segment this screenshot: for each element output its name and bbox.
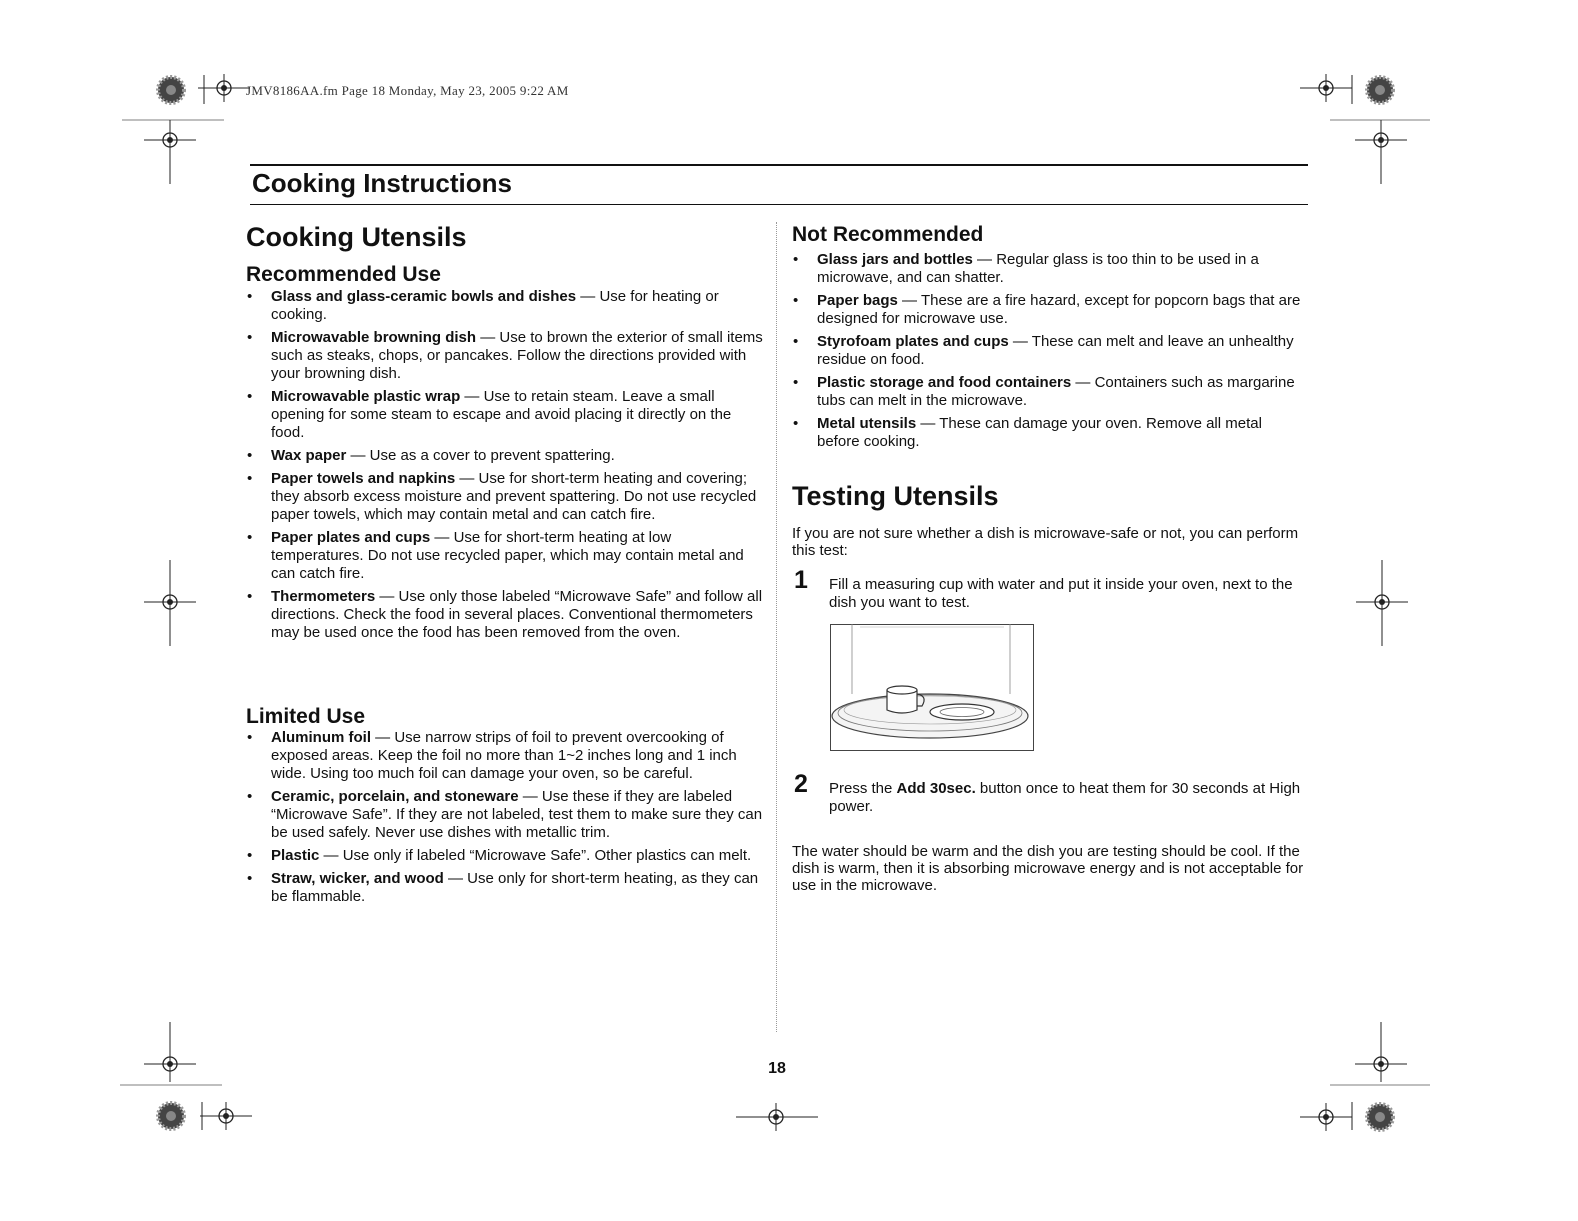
list-item: • Paper plates and cups — Use for short-term heating at low temperatures. Do not use recycled paper, which may contain metal and can catch fire. [246, 529, 766, 583]
step-text: Press the Add 30sec. button once to heat them for 30 seconds at High power. [829, 780, 1301, 815]
limited-use-list [246, 729, 768, 911]
list-item: • Microwavable plastic wrap — Use to retain steam. Leave a small opening for some steam to escape and avoid placing it directly on the food. [246, 388, 766, 442]
list-item: • Paper bags — These are a fire hazard, except for popcorn bags that are designed for microwave use. [792, 292, 1304, 328]
list-item: • Thermometers — Use only those labeled “Microwave Safe” and follow all directions. Check the food in several places. Conventional thermometers may be used once the food has been removed from the oven. [246, 588, 766, 642]
limited-use-heading: Limited Use [246, 705, 366, 728]
list-item: • Plastic — Use only if labeled “Microwave Safe”. Other plastics can melt. [246, 847, 768, 865]
list-item: • Straw, wicker, and wood — Use only for short-term heating, as they can be flammable. [246, 870, 768, 906]
list-item: • Plastic storage and food containers — Containers such as margarine tubs can melt in the microwave. [792, 374, 1304, 410]
page-number: 18 [768, 1060, 786, 1077]
column-divider [776, 222, 777, 1032]
testing-intro: If you are not sure whether a dish is microwave-safe or not, you can perform this test: [792, 525, 1299, 559]
list-item: • Styrofoam plates and cups — These can melt and leave an unhealthy residue on food. [792, 333, 1304, 369]
list-item: • Ceramic, porcelain, and stoneware — Use these if they are labeled “Microwave Safe”. If they are not labeled, test them to make sure they can be used safely. Never use dishes with metallic trim. [246, 788, 768, 842]
testing-outro: The water should be warm and the dish you are testing should be cool. If the dish is warm, then it is absorbing microwave energy and is not acceptable for use in the microwave. [792, 843, 1304, 894]
list-item: • Aluminum foil — Use narrow strips of foil to prevent overcooking of exposed areas. Keep the foil no more than 1~2 inches long and 1 inch wide. Using too much foil can damage your oven, so be careful. [246, 729, 768, 783]
section-title: Cooking Instructions [252, 168, 512, 198]
print-header: JMV8186AA.fm Page 18 Monday, May 23, 2005 9:22 AM [246, 83, 569, 98]
list-item: • Glass and glass-ceramic bowls and dishes — Use for heating or cooking. [246, 288, 766, 324]
header-rule-bottom [250, 204, 1308, 205]
list-item: • Metal utensils — These can damage your oven. Remove all metal before cooking. [792, 415, 1304, 451]
not-recommended-heading: Not Recommended [792, 223, 984, 246]
cup-and-dish-illustration [830, 624, 1035, 752]
step-text: Fill a measuring cup with water and put it inside your oven, next to the dish you want to test. [829, 576, 1293, 611]
list-item: • Paper towels and napkins — Use for short-term heating and covering; they absorb excess moisture and prevent spattering. Do not use recycled paper towels, which may contain metal and can catch fire. [246, 470, 766, 524]
cooking-utensils-title: Cooking Utensils [246, 222, 467, 252]
testing-utensils-title: Testing Utensils [792, 481, 999, 511]
recommended-use-list [246, 288, 766, 647]
not-recommended-list [792, 251, 1304, 456]
step-number: 2 [794, 770, 808, 798]
list-item: • Glass jars and bottles — Regular glass is too thin to be used in a microwave, and can shatter. [792, 251, 1304, 287]
step-number: 1 [794, 566, 808, 594]
header-rule-top [250, 164, 1308, 166]
list-item: • Microwavable browning dish — Use to brown the exterior of small items such as steaks, chops, or pancakes. Follow the directions provided with your browning dish. [246, 329, 766, 383]
recommended-use-heading: Recommended Use [246, 263, 441, 286]
list-item: • Wax paper — Use as a cover to prevent spattering. [246, 447, 766, 465]
